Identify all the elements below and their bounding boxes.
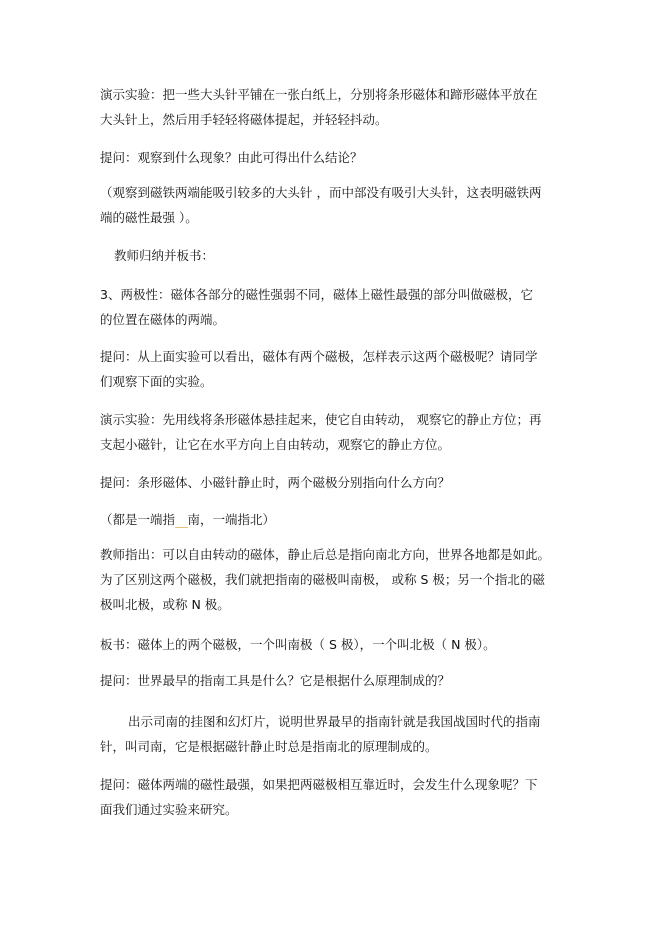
text-line: 提问：磁体两端的磁性最强，如果把两磁极相互靠近时，会发生什么现象呢？下: [100, 777, 538, 792]
text-line: 为了区别这两个磁极，我们就把指南的磁极叫南极， 或称 S 极；另一个指北的磁: [100, 572, 545, 587]
paragraph-teacher-summary: [100, 243, 584, 268]
text-line: 3、两极性：磁体各部分的磁性强弱不同，磁体上磁性最强的部分叫做磁极，它: [100, 287, 533, 302]
text-line: [100, 507, 570, 532]
answer-part-1: （都是一端指: [100, 512, 176, 527]
text-line: 演示实验：先用线将条形磁体悬挂起来，使它自由转动， 观察它的静止方位；再: [100, 412, 542, 427]
text-line: 面我们通过实验来研究。: [100, 802, 238, 817]
paragraph-question-2: [100, 344, 570, 394]
paragraph-sinan: [100, 709, 598, 759]
text-line: 提问：从上面实验可以看出，磁体有两个磁极，怎样表示这两个磁极呢？请同学: [100, 349, 538, 364]
paragraph-teacher-points-out: [100, 542, 570, 617]
text-line: 教师归纳并板书：: [114, 248, 215, 263]
text-line: 端的磁性最强 ）。: [100, 210, 198, 225]
paragraph-question-1: [100, 145, 570, 170]
text-line: 的位置在磁体的两端。: [100, 312, 226, 327]
paragraph-question-4: [100, 668, 570, 693]
text-line: 极叫北极，或称 N 极。: [100, 597, 230, 612]
paragraph-demo-experiment-2: [100, 407, 570, 457]
text-line: 演示实验：把一些大头针平铺在一张白纸上，分别将条形磁体和蹄形磁体平放在: [100, 87, 538, 102]
paragraph-demo-experiment-1: [100, 82, 570, 132]
text-line: （观察到磁铁两端能吸引较多的大头针 ，而中部没有吸引大头针，这表明磁铁两: [100, 185, 542, 200]
text-line: 大头针上，然后用手轻轻将磁体提起，并轻轻抖动。: [100, 112, 388, 127]
text-line: 出示司南的挂图和幻灯片，说明世界最早的指南针就是我国战国时代的指南: [128, 714, 541, 729]
text-line: 支起小磁针，让它在水平方向上自由转动，观察它的静止方位。: [100, 437, 451, 452]
paragraph-answer-3: [100, 507, 570, 532]
answer-part-2: 南，一端指北）: [187, 512, 276, 527]
paragraph-two-poles: [100, 282, 570, 332]
text-line: 提问：观察到什么现象？由此可得出什么结论？: [100, 150, 363, 165]
text-line: 提问：条形磁体、小磁针静止时，两个磁极分别指向什么方向？: [100, 475, 451, 490]
paragraph-question-3: [100, 470, 570, 495]
paragraph-board-writing: [100, 632, 570, 657]
paragraph-question-5: [100, 772, 570, 822]
text-line: 教师指出：可以自由转动的磁体，静止后总是指向南北方向，世界各地都是如此。: [100, 547, 551, 562]
text-line: 提问：世界最早的指南工具是什么？它是根据什么原理制成的？: [100, 673, 451, 688]
text-line: 针，叫司南，它是根据磁针静止时总是指南北的原理制成的。: [100, 739, 438, 754]
text-line: 板书：磁体上的两个磁极，一个叫南极（ S 极），一个叫北极（ N 极）。: [100, 637, 496, 652]
highlight-mark: [175, 512, 188, 528]
paragraph-observation: [100, 180, 570, 230]
text-line: 们观察下面的实验。: [100, 374, 213, 389]
